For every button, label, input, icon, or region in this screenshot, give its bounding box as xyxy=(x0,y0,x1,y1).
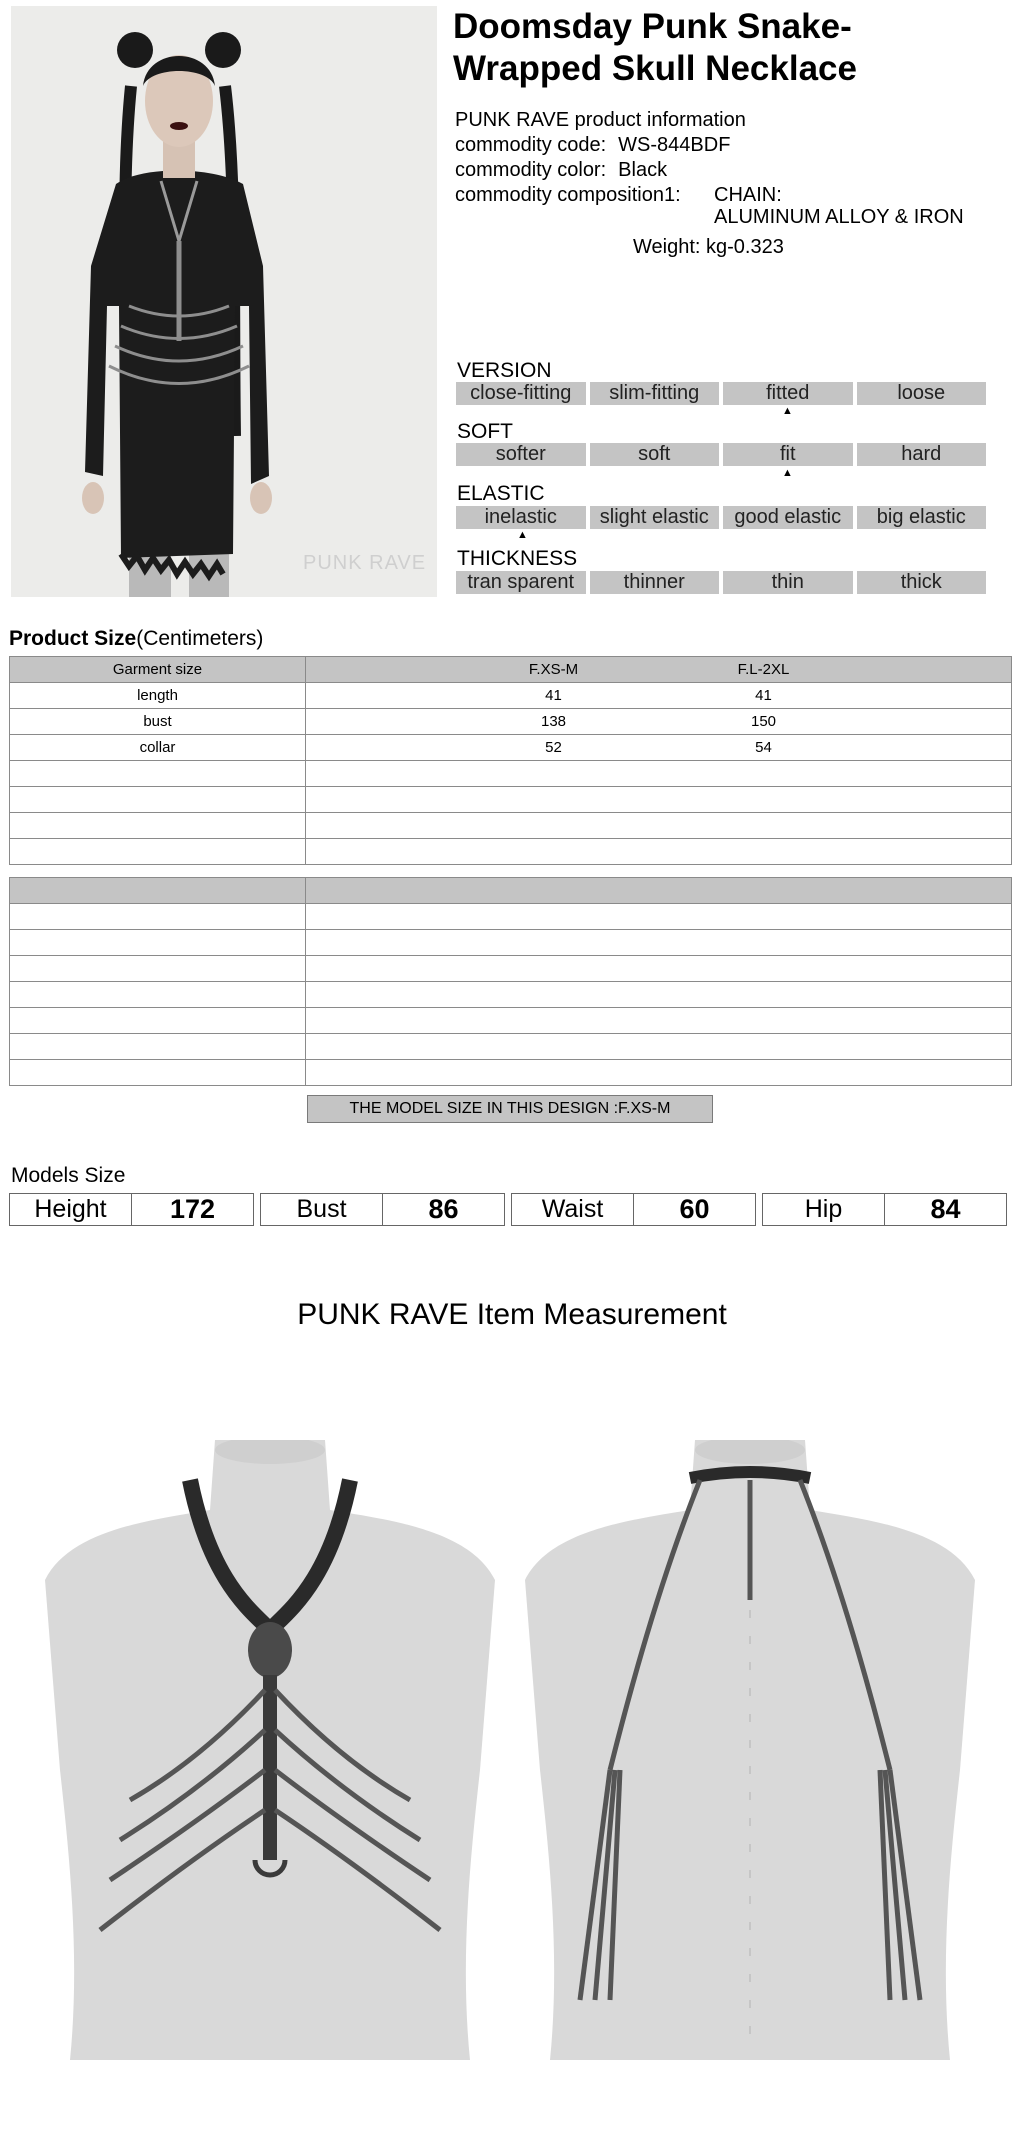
model-hip-value: 84 xyxy=(930,1194,961,1224)
soft-option: fit xyxy=(723,443,853,466)
version-option: fitted xyxy=(723,382,853,405)
table-row-empty xyxy=(10,761,1012,787)
product-title xyxy=(453,6,1013,90)
cell-value: 41 xyxy=(755,687,772,704)
soft-scale xyxy=(456,443,986,466)
info-composition-label: commodity composition1: xyxy=(455,184,681,206)
elastic-label: ELASTIC xyxy=(457,482,545,505)
product-title-line2: Wrapped Skull Necklace xyxy=(453,49,857,88)
model-bust-value: 86 xyxy=(428,1194,459,1224)
measurement-title: PUNK RAVE Item Measurement xyxy=(297,1298,727,1331)
info-code-row xyxy=(455,133,746,158)
version-option: slim-fitting xyxy=(590,382,720,405)
table-row-empty xyxy=(10,839,1012,865)
table-row-empty xyxy=(10,1008,1012,1034)
soft-selected-marker: ▲ xyxy=(782,467,793,479)
info-color-label: commodity color: xyxy=(455,159,607,181)
table-row-empty xyxy=(10,930,1012,956)
garment-size-header: Garment size xyxy=(10,657,306,683)
table-row-empty xyxy=(10,1060,1012,1086)
table-row xyxy=(10,683,1012,709)
cell-value: 41 xyxy=(545,687,562,704)
product-info xyxy=(455,108,746,208)
table-row xyxy=(10,735,1012,761)
row-label: length xyxy=(10,683,306,709)
info-composition-line2: ALUMINUM ALLOY & IRON xyxy=(714,206,964,228)
model-height-value: 172 xyxy=(169,1194,216,1224)
thickness-option: thick xyxy=(857,571,987,594)
model-size-banner: THE MODEL SIZE IN THIS DESIGN :F.XS-M xyxy=(307,1095,713,1123)
model-photo xyxy=(11,6,437,597)
version-label: VERSION xyxy=(457,359,552,382)
thickness-option: thinner xyxy=(590,571,720,594)
soft-label: SOFT xyxy=(457,420,513,443)
table-row-empty xyxy=(10,1034,1012,1060)
product-title-line1: Doomsday Punk Snake- xyxy=(453,7,852,46)
table-header-row xyxy=(10,878,1012,904)
product-back-image xyxy=(520,1440,980,2060)
size-headers xyxy=(306,657,1012,683)
table-row-empty xyxy=(10,813,1012,839)
photo-watermark: PUNK RAVE xyxy=(303,552,427,574)
table-row xyxy=(10,709,1012,735)
version-option: loose xyxy=(857,382,987,405)
soft-option: softer xyxy=(456,443,586,466)
info-code-label: commodity code: xyxy=(455,134,607,156)
elastic-option: slight elastic xyxy=(590,506,720,529)
model-height xyxy=(9,1193,254,1226)
soft-option: hard xyxy=(857,443,987,466)
models-size-row xyxy=(9,1193,1007,1226)
info-composition-row xyxy=(455,183,746,208)
info-heading: PUNK RAVE product information xyxy=(455,109,746,131)
product-size-table xyxy=(9,656,1012,865)
thickness-option: tran sparent xyxy=(456,571,586,594)
model-height-label: Height xyxy=(10,1194,132,1225)
cell-value: 150 xyxy=(750,713,777,730)
info-composition-line1: CHAIN: xyxy=(714,184,782,206)
row-values xyxy=(306,709,1012,735)
version-selected-marker: ▲ xyxy=(782,405,793,417)
row-values xyxy=(306,735,1012,761)
product-front-image xyxy=(40,1440,500,2060)
elastic-scale xyxy=(456,506,986,529)
thickness-scale xyxy=(456,571,986,594)
secondary-size-table xyxy=(9,877,1012,1086)
model-bust xyxy=(260,1193,505,1226)
cell-value: 54 xyxy=(755,739,772,756)
elastic-option: good elastic xyxy=(723,506,853,529)
info-color-value: Black xyxy=(618,159,668,181)
info-code-value: WS-844BDF xyxy=(618,134,731,156)
version-option: close-fitting xyxy=(456,382,586,405)
model-hip-label: Hip xyxy=(763,1194,885,1225)
models-size-title: Models Size xyxy=(11,1164,126,1187)
product-size-title-bold: Product Size xyxy=(9,627,137,650)
model-waist-label: Waist xyxy=(512,1194,634,1225)
cell-value: 138 xyxy=(540,713,567,730)
thickness-option: thin xyxy=(723,571,853,594)
elastic-option: inelastic xyxy=(456,506,586,529)
model-waist xyxy=(511,1193,756,1226)
size-header: F.XS-M xyxy=(528,661,579,678)
table-row-empty xyxy=(10,904,1012,930)
model-waist-value: 60 xyxy=(679,1194,710,1224)
elastic-selected-marker: ▲ xyxy=(517,529,528,541)
model-hip xyxy=(762,1193,1007,1226)
info-color-row xyxy=(455,158,746,183)
elastic-option: big elastic xyxy=(857,506,987,529)
info-composition-value xyxy=(714,184,964,228)
size-header: F.L-2XL xyxy=(737,661,790,678)
table-row-empty xyxy=(10,982,1012,1008)
table-row-empty xyxy=(10,956,1012,982)
soft-option: soft xyxy=(590,443,720,466)
table-row-empty xyxy=(10,787,1012,813)
row-label: collar xyxy=(10,735,306,761)
cell-value: 52 xyxy=(545,739,562,756)
info-weight: Weight: kg-0.323 xyxy=(633,236,784,258)
thickness-label: THICKNESS xyxy=(457,547,578,570)
version-scale xyxy=(456,382,986,405)
product-size-title xyxy=(9,627,263,651)
row-label: bust xyxy=(10,709,306,735)
product-size-title-unit: (Centimeters) xyxy=(136,627,264,650)
table-header-row xyxy=(10,657,1012,683)
row-values xyxy=(306,683,1012,709)
model-bust-label: Bust xyxy=(261,1194,383,1225)
